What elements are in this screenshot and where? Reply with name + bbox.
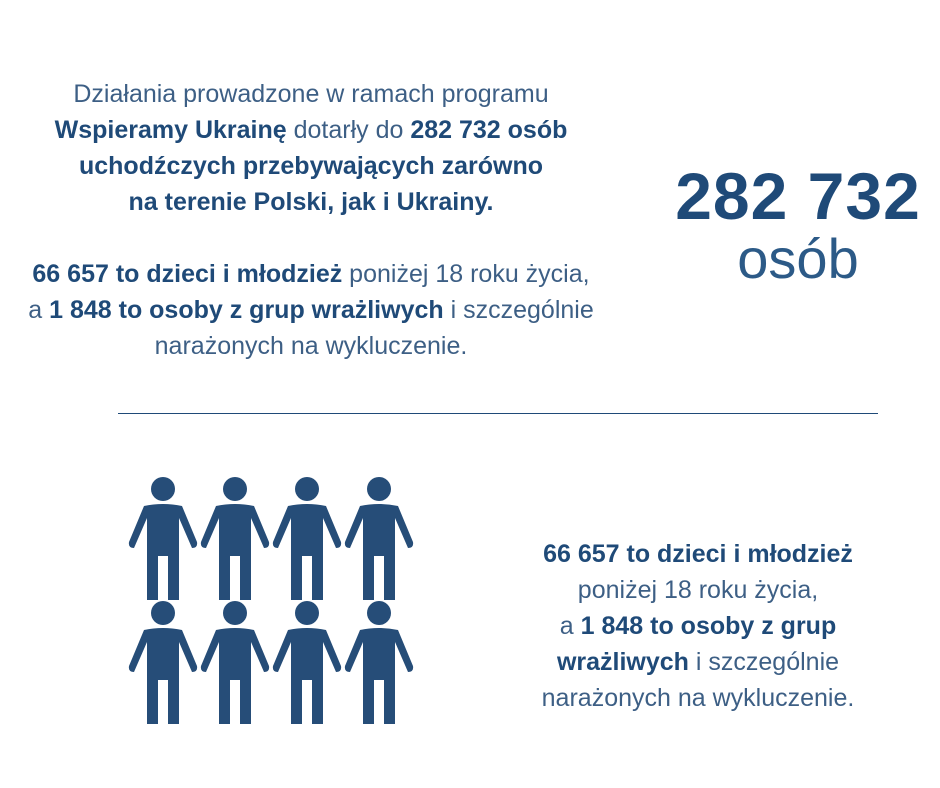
intro-text-bold: na terenie Polski, jak i Ukrainy. xyxy=(128,188,494,216)
person-icon xyxy=(272,476,342,600)
person-icon xyxy=(200,476,270,600)
intro-line xyxy=(0,76,622,112)
bottom-text: narażonych na wykluczenie. xyxy=(541,684,855,712)
person-icon xyxy=(344,600,414,724)
intro-line xyxy=(0,112,622,148)
total-count-text: 282 732 osób xyxy=(410,116,568,144)
big-number-unit: osób xyxy=(737,227,859,290)
vulnerable-count-text: wrażliwych xyxy=(556,648,689,676)
intro-line xyxy=(0,184,622,220)
intro-text-bold: uchodźczych przebywających zarówno xyxy=(78,152,543,180)
intro-text: poniżej 18 roku życia, xyxy=(342,260,590,288)
bottom-text: a xyxy=(559,612,581,640)
intro-text: i szczególnie xyxy=(443,296,594,324)
person-icon xyxy=(344,476,414,600)
person-icon xyxy=(200,600,270,724)
intro-line xyxy=(0,256,622,292)
bottom-line xyxy=(512,680,884,716)
bottom-line xyxy=(512,536,884,572)
intro-text: Działania prowadzone w ramach programu xyxy=(73,80,549,108)
bottom-line xyxy=(512,572,884,608)
children-count-text: 66 657 to dzieci i młodzież xyxy=(32,260,343,288)
bottom-text: i szczególnie xyxy=(688,648,840,676)
big-number-value: 282 732 xyxy=(675,159,921,233)
big-number-callout xyxy=(660,158,936,290)
people-icon-grid xyxy=(128,476,428,732)
person-icon xyxy=(272,600,342,724)
children-count-text: 66 657 to dzieci i młodzież xyxy=(543,540,853,568)
intro-line xyxy=(0,292,622,328)
bottom-text: poniżej 18 roku życia, xyxy=(577,576,819,604)
intro-paragraph xyxy=(0,76,622,364)
program-name: Wspieramy Ukrainę xyxy=(54,116,287,144)
bottom-line xyxy=(512,608,884,644)
intro-text: dotarły do xyxy=(286,116,411,144)
bottom-line xyxy=(512,644,884,680)
intro-line xyxy=(0,148,622,184)
bottom-paragraph xyxy=(512,536,884,716)
person-icon xyxy=(128,600,198,724)
vulnerable-count-text: 1 848 to osoby z grup xyxy=(580,612,837,640)
intro-text: a xyxy=(28,296,50,324)
vulnerable-count-text: 1 848 to osoby z grup wrażliwych xyxy=(49,296,444,324)
spacer xyxy=(0,220,622,256)
intro-text: narażonych na wykluczenie. xyxy=(154,332,468,360)
person-icon xyxy=(128,476,198,600)
intro-line xyxy=(0,328,622,364)
divider xyxy=(118,413,878,414)
